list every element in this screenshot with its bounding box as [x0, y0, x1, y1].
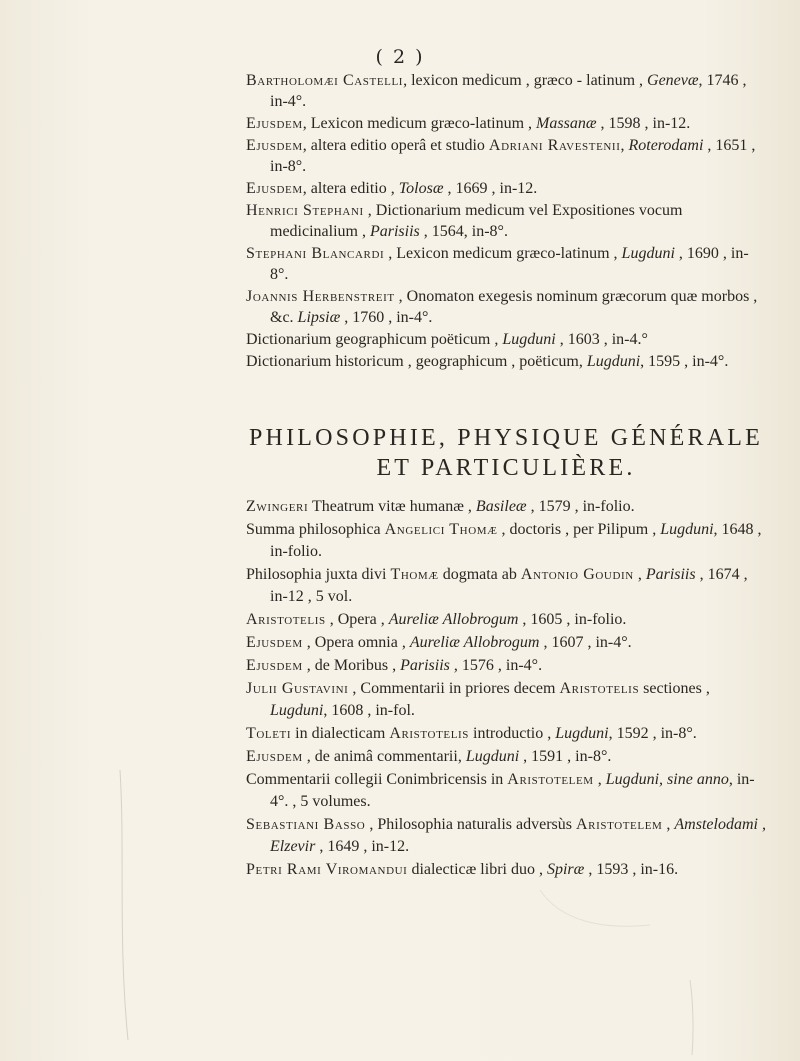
entry-tail: , 1592 , in-8°.: [608, 725, 697, 742]
separator: ,: [593, 771, 606, 788]
entry-tail: , 1605 , in-folio.: [518, 611, 627, 628]
place-name: Massanæ: [536, 115, 597, 132]
entry-text: Summa philosophica: [246, 521, 385, 538]
bibliography-entry: [246, 609, 766, 631]
author-name: Toleti: [246, 725, 292, 742]
author-name: Henrici Stephani: [246, 202, 364, 219]
section-heading-line-1: PHILOSOPHIE, PHYSIQUE GÉNÉRALE: [249, 425, 763, 451]
entry-text: , Dictionarium medicum vel Expositiones vocum medicinalium ,: [270, 202, 683, 240]
author-name-2: Aristotelis: [389, 725, 470, 742]
bibliography-entry: [246, 243, 766, 285]
entry-tail: , 1598 , in-12.: [596, 115, 691, 132]
bibliography-entry: [246, 286, 766, 328]
entry-text: , Lexicon medicum græco-latinum ,: [384, 245, 622, 262]
entry-text-2: introductio ,: [469, 725, 556, 742]
entry-text: , Opera omnia ,: [302, 634, 410, 651]
bibliography-entry: [246, 351, 766, 372]
entry-text: , Lexicon medicum græco-latinum ,: [302, 115, 537, 132]
entry-text: , de Moribus ,: [302, 657, 401, 674]
bibliography-entry: [246, 746, 766, 768]
entry-tail: , 1564, in-8°.: [419, 223, 508, 240]
entry-tail: , 1576 , in-4°.: [449, 657, 543, 674]
entry-text: , Onomaton exegesis nominum græcorum quæ morbos , &c.: [270, 288, 758, 326]
entry-tail: , 1760 , in-4°.: [340, 309, 433, 326]
entry-tail: , 1595 , in-4°.: [640, 353, 729, 370]
entry-text: , altera editio operâ et studio: [302, 137, 489, 154]
author-name: Thomæ: [390, 566, 439, 583]
entry-text: , Opera ,: [325, 611, 389, 628]
bibliography-entry: [246, 564, 766, 608]
author-name: Ejusdem: [246, 657, 303, 674]
entry-tail: , 1603 , in-4.°: [555, 331, 648, 348]
author-name: Bartholomæi Castelli: [246, 72, 404, 89]
entry-tail: , 1690 , in-8°.: [270, 245, 749, 283]
entry-text: , Commentarii in priores decem: [348, 680, 560, 697]
bibliography-entry: [246, 70, 766, 112]
place-name: Basileæ: [475, 498, 527, 515]
place-name: Parisiis: [645, 566, 696, 583]
author-name: Ejusdem: [246, 748, 303, 765]
entries-philosophy: [246, 496, 766, 882]
entry-tail: , 1608 , in-fol.: [323, 702, 415, 719]
author-name: Zwingeri: [246, 498, 309, 515]
separator: ,: [662, 816, 675, 833]
entry-text: Dictionarium geographicum poëticum ,: [246, 331, 503, 348]
entries-medical-lexicons: [246, 70, 766, 373]
entry-text: Commentarii collegii Conimbricensis in: [246, 771, 508, 788]
author-name: Ejusdem: [246, 137, 303, 154]
show-through-stroke: [690, 980, 693, 1055]
entry-text: Theatrum vitæ humanæ ,: [308, 498, 476, 515]
place-name: Genevæ: [647, 72, 699, 89]
bibliography-entry: [246, 519, 766, 563]
author-name-2: Aristotelis: [559, 680, 640, 697]
entry-tail: , 1591 , in-8°.: [519, 748, 612, 765]
editor-name: Adriani Ravestenii: [488, 137, 621, 154]
author-name: Petri Rami Viromandui: [246, 861, 408, 878]
entry-tail: , 1607 , in-4°.: [539, 634, 632, 651]
place-name: Lugduni: [465, 748, 520, 765]
section-heading-line-2: ET PARTICULIÈRE.: [376, 455, 636, 481]
entry-text-2: , doctoris , per Pilipum ,: [497, 521, 661, 538]
entry-tail: , 1648 , in-folio.: [270, 521, 762, 560]
place-name: Lugduni: [270, 702, 324, 719]
author-name: Sebastiani Basso: [246, 816, 366, 833]
author-name: Julii Gustavini: [246, 680, 349, 697]
place-name: Amstelodami , Elzevir: [270, 816, 766, 855]
author-name-2: Aristotelem: [576, 816, 663, 833]
entry-tail: , 1651 , in-8°.: [270, 137, 756, 175]
entry-tail: , in-4°. , 5 volumes.: [270, 771, 755, 810]
show-through-stroke: [540, 890, 650, 926]
author-name-2: Antonio Goudin: [520, 566, 634, 583]
bibliography-entry: [246, 135, 766, 177]
place-name: Lugduni: [502, 331, 556, 348]
bibliography-entry: [246, 200, 766, 242]
author-name: Aristotelem: [507, 771, 594, 788]
entry-tail: , 1593 , in-16.: [584, 861, 679, 878]
bibliography-entry: [246, 329, 766, 350]
entry-tail: , 1746 , in-4°.: [270, 72, 747, 110]
bibliography-entry: [246, 769, 766, 813]
place-name: Lipsiæ: [297, 309, 341, 326]
place-name: Aureliæ Allobrogum: [409, 634, 540, 651]
entry-text: Philosophia juxta divi: [246, 566, 391, 583]
separator: ,: [633, 566, 646, 583]
bibliography-entry: [246, 655, 766, 677]
author-name: Aristotelis: [246, 611, 326, 628]
entry-text: , de animâ commentarii,: [302, 748, 466, 765]
entry-text-2: dogmata ab: [438, 566, 521, 583]
show-through-stroke: [120, 770, 128, 1040]
place-name: Parisiis: [369, 223, 420, 240]
place-name: Lugduni: [621, 245, 675, 262]
place-name: Aureliæ Allobrogum: [388, 611, 519, 628]
entry-text: dialecticæ libri duo ,: [407, 861, 547, 878]
entry-text: Dictionarium historicum , geographicum , poëticum,: [246, 353, 587, 370]
entry-text: , lexicon medicum , græco - latinum ,: [403, 72, 648, 89]
bibliography-entry: [246, 113, 766, 134]
place-name: Lugduni: [586, 353, 641, 370]
bibliography-entry: [246, 814, 766, 858]
bibliography-entry: [246, 678, 766, 722]
bibliography-entry: [246, 632, 766, 654]
place-name: Lugduni: [660, 521, 714, 538]
separator: ,: [620, 137, 629, 154]
bibliography-entry: [246, 723, 766, 745]
entry-text: , Philosophia naturalis adversùs: [365, 816, 576, 833]
author-name: Ejusdem: [246, 180, 303, 197]
entry-tail: , 1579 , in-folio.: [526, 498, 635, 515]
entry-tail: , 1674 , in-12 , 5 vol.: [270, 566, 748, 605]
entry-text: in dialecticam: [291, 725, 390, 742]
bibliography-entry: [246, 178, 766, 199]
place-name: Roterodami: [628, 137, 704, 154]
entry-tail: , 1669 , in-12.: [443, 180, 538, 197]
entry-text: , altera editio ,: [302, 180, 399, 197]
author-name: Stephani Blancardi: [246, 245, 385, 262]
place-name: Tolosæ: [398, 180, 444, 197]
entry-text-2: sectiones ,: [639, 680, 710, 697]
section-heading: [246, 423, 766, 483]
bibliography-entry: [246, 859, 766, 881]
author-name: Ejusdem: [246, 115, 303, 132]
page-number: ( 2 ): [375, 46, 425, 68]
place-name: Lugduni: [555, 725, 609, 742]
bibliography-entry: [246, 496, 766, 518]
author-name: Joannis Herbenstreit: [246, 288, 395, 305]
author-name: Angelici Thomæ: [384, 521, 498, 538]
place-name: Spiræ: [546, 861, 585, 878]
entry-tail: , 1649 , in-12.: [315, 838, 410, 855]
place-name: Lugduni, sine anno: [605, 771, 729, 788]
author-name: Ejusdem: [246, 634, 303, 651]
place-name: Parisiis: [400, 657, 450, 674]
